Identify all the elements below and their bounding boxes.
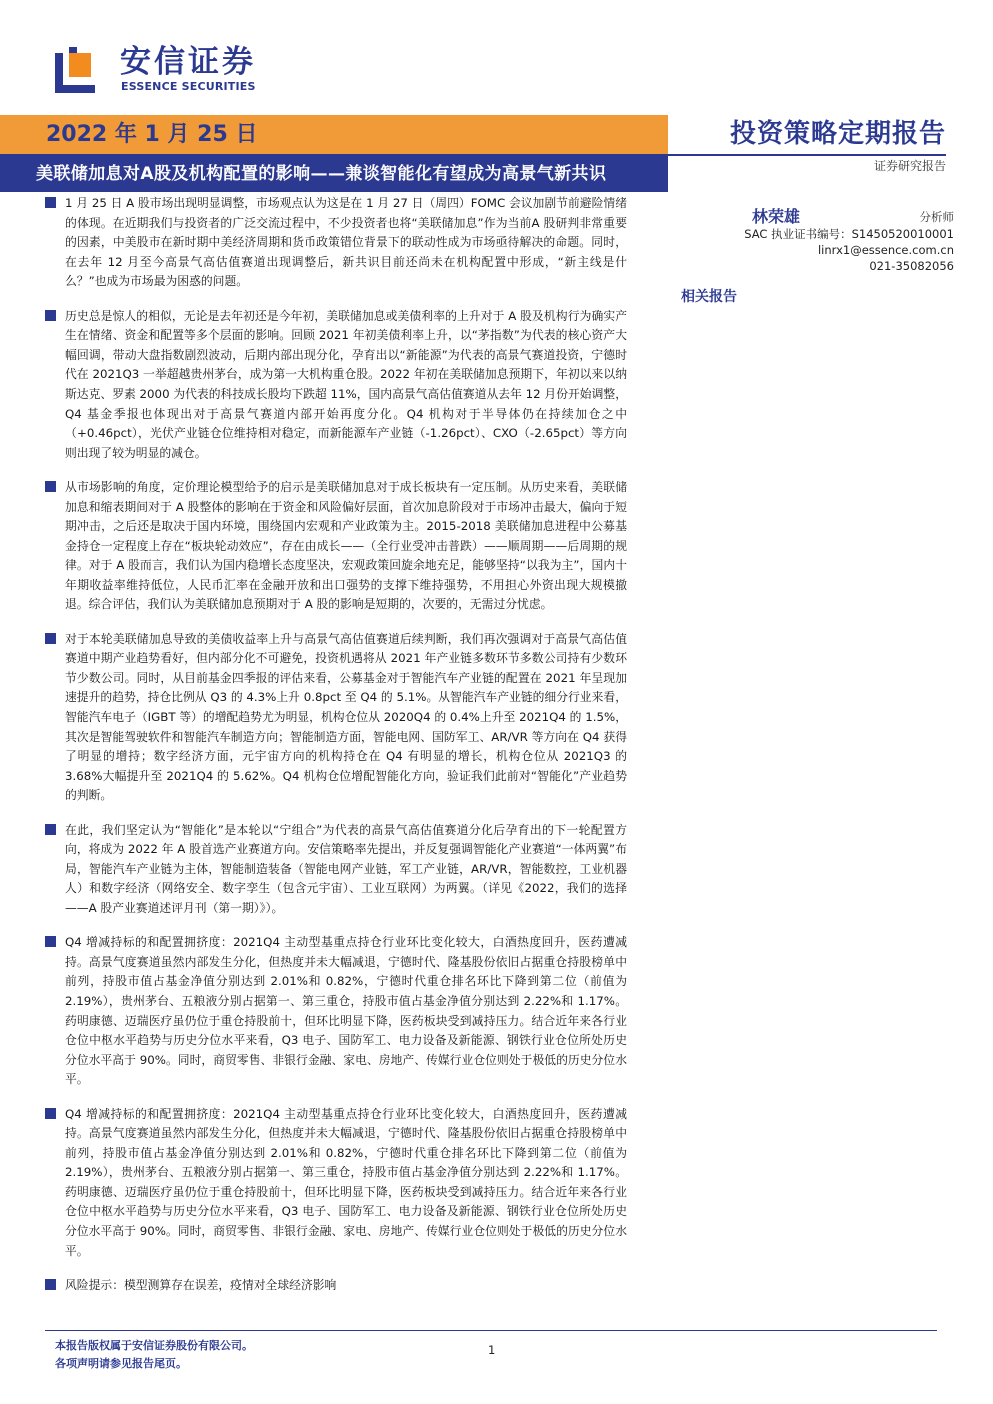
summary-paragraph — [45, 630, 627, 806]
summary-paragraph — [45, 933, 627, 1090]
paragraph-text: 从市场影响的角度，定价理论模型给予的启示是美联储加息对于成长板块有一定压制。从历史来看，美联储加息和缩表期间对于 A 股整体的影响在于资金和风险偏好层面，首次加息阶段对于市场冲击最大，偏向于短期冲击，之后还是取决于国内环境，围绕国内宏观和产业政策为主。2015-2018 美联储加息进程中公募基金持仓一定程度上存在“板块轮动效应”，存在由成长——（全行业受冲击普跌）——顺周期——后周期的规律。对于 A 股而言，我们认为国内稳增长态度坚决，宏观政策回旋余地充足，能够坚持“以我为主”，国内十年期收益率维持低位，人民币汇率在金融开放和出口强势的支撑下维持强势，不用担心外资出现大规模撤退。综合评估，我们认为美联储加息预期对于 A 股的影响是短期的，次要的，无需过分忧虑。 — [65, 479, 627, 612]
page-number: 1 — [488, 1343, 496, 1357]
report-title: 美联储加息对A股及机构配置的影响——兼谈智能化有望成为高景气新共识 — [36, 164, 607, 184]
company-logo-icon — [55, 47, 101, 93]
bullet-square-icon — [45, 633, 56, 644]
paragraph-text: 对于本轮美联储加息导致的美债收益率上升与高景气高估值赛道后续判断，我们再次强调对于高景气高估值赛道中期产业趋势看好，但内部分化不可避免，投资机遇将从 2021 年产业链多数环节多数公司持有少数环节少数公司。同时，从目前基金四季报的评估来看，公募基金对于智能汽车产业链的配置在 2021 年呈现加速提升的趋势，持仓比例从 Q3 的 4.3%上升 0.8pct 至 Q4 的 5.1%。从智能汽车产业链的细分行业来看，智能汽车电子（IGBT 等）的增配趋势尤为明显，机构仓位从 2020Q4 的 0.4%上升至 2021Q4 的 1.5%，其次是智能驾驶软件和智能汽车制造方向；智能制造方面，智能电网、国防军工、AR/VR 等方向在 Q4 获得了明显的增持；数字经济方面，元宇宙方向的机构持仓在 Q4 有明显的增长，机构仓位从 2021Q3 的 3.68%大幅提升至 2021Q4 的 5.62%。Q4 机构仓位增配智能化方向，验证我们此前对“智能化”产业趋势的判断。 — [65, 631, 627, 803]
summary-paragraph — [45, 478, 627, 615]
company-name-en: ESSENCE SECURITIES — [121, 80, 256, 93]
bullet-square-icon — [45, 197, 56, 208]
bullet-square-icon — [45, 936, 56, 947]
bullet-square-icon — [45, 481, 56, 492]
paragraph-text: 在此，我们坚定认为“智能化”是本轮以“宁组合”为代表的高景气高估值赛道分化后孕育出的下一轮配置方向，将成为 2022 年 A 股首选产业赛道方向。安信策略率先提出，并反复强调智能化产业赛道“一体两翼”布局，智能汽车产业链为主体，智能制造装备（智能电网产业链，军工产业链，AR/VR，智能数控，工业机器人）和数字经济（网络安全、数字孪生（包含元宇宙）、工业互联网）为两翼。（详见《2022，我们的选择——A 股产业赛道述评月刊（第一期）》）。 — [65, 822, 627, 915]
paragraph-text: Q4 增减持标的和配置拥挤度：2021Q4 主动型基重点持仓行业环比变化较大，白酒热度回升，医药遭减持。高景气度赛道虽然内部发生分化，但热度并未大幅减退，宁德时代、隆基股份依旧占据重仓持股榜单中前列，持股市值占基金净值分别达到 2.01%和 0.82%，宁德时代重仓排名环比下降到第二位（前值为 2.19%），贵州茅台、五粮液分别占据第一、第三重仓，持股市值占基金净值分别达到 2.22%和 1.17%。药明康德、迈瑞医疗虽仍位于重仓持股前十，但环比明显下降，医药板块受到减持压力。结合近年来各行业仓位中枢水平趋势与历史分位水平来看，Q3 电子、国防军工、电力设备及新能源、钢铁行业仓位所处历史分位水平高于 90%。同时，商贸零售、非银行金融、家电、房地产、传媒行业仓位则处于极低的历史分位水平。 — [65, 1106, 627, 1258]
report-summary — [45, 194, 627, 1310]
report-type: 投资策略定期报告 — [729, 119, 946, 149]
paragraph-text: 风险提示：模型测算存在误差，疫情对全球经济影响 — [65, 1277, 337, 1292]
disclaimer-notice: 各项声明请参见报告尾页。 — [55, 1357, 187, 1370]
risk-warning — [45, 1276, 627, 1296]
report-subtype: 证券研究报告 — [873, 159, 946, 173]
analyst-name: 林荣雄 — [752, 207, 801, 226]
paragraph-text: 历史总是惊人的相似，无论是去年初还是今年初，美联储加息或美债利率的上升对于 A 股及机构行为确实产生在情绪、资金和配置等多个层面的影响。回顾 2021 年初美债利率上升，以“茅指数”为代表的核心资产大幅回调，带动大盘指数剧烈波动，后期内部出现分化，孕育出以“新能源”为代表的高景气赛道投资，宁德时代在 2021Q3 一举超越贵州茅台，成为第一大机构重仓股。2022 年初在美联储加息预期下，年初以来以纳斯达克、罗素 2000 为代表的科技成长股均下跌超 11%，国内高景气高估值赛道从去年 12 月份开始调整，Q4 基金季报也体现出对于高景气赛道内部开始再度分化。Q4 机构对于半导体仍在持续加仓之中（+0.46pct），光伏产业链仓位维持相对稳定，而新能源车产业链（-1.26pct）、CXO（-2.65pct）等方向则出现了较为明显的减仓。 — [65, 308, 627, 460]
summary-paragraph — [45, 307, 627, 464]
analyst-cert: SAC 执业证书编号：S1450520010001 — [744, 227, 954, 241]
summary-paragraph — [45, 821, 627, 919]
bullet-square-icon — [45, 824, 56, 835]
bullet-square-icon — [45, 1279, 56, 1290]
paragraph-text: 1 月 25 日 A 股市场出现明显调整，市场观点认为这是在 1 月 27 日（周四）FOMC 会议加剧节前避险情绪的体现。在近期我们与投资者的广泛交流过程中，不少投资者也将“美联储加息”作为当前A 股研判非常重要的因素，中美股市在新时期中美经济周期和货币政策错位背景下的联动性成为市场亟待解决的命题。同时，在去年 12 月至今高景气高估值赛道出现调整后，新共识目前还尚未在机构配置中形成，“新主线是什么？”也成为市场最为困惑的问题。 — [65, 196, 627, 289]
related-reports-title: 相关报告 — [681, 289, 737, 305]
company-name: 安信证券 — [120, 44, 256, 80]
header-divider — [668, 154, 946, 156]
paragraph-text: Q4 增减持标的和配置拥挤度：2021Q4 主动型基重点持仓行业环比变化较大，白酒热度回升，医药遭减持。高景气度赛道虽然内部发生分化，但热度并未大幅减退，宁德时代、隆基股份依旧占据重仓持股榜单中前列，持股市值占基金净值分别达到 2.01%和 0.82%，宁德时代重仓排名环比下降到第二位（前值为 2.19%），贵州茅台、五粮液分别占据第一、第三重仓，持股市值占基金净值分别达到 2.22%和 1.17%。药明康德、迈瑞医疗虽仍位于重仓持股前十，但环比明显下降，医药板块受到减持压力。结合近年来各行业仓位中枢水平趋势与历史分位水平来看，Q3 电子、国防军工、电力设备及新能源、钢铁行业仓位所处历史分位水平高于 90%。同时，商贸零售、非银行金融、家电、房地产、传媒行业仓位则处于极低的历史分位水平。 — [65, 935, 627, 1087]
analyst-email[interactable]: linrx1@essence.com.cn — [817, 243, 954, 257]
copyright-notice: 本报告版权属于安信证券股份有限公司。 — [55, 1339, 253, 1352]
footer-divider — [45, 1330, 937, 1331]
analyst-phone: 021-35082056 — [869, 259, 954, 273]
report-date: 2022 年 1 月 25 日 — [46, 122, 258, 147]
analyst-role: 分析师 — [919, 210, 954, 224]
summary-paragraph — [45, 194, 627, 292]
bullet-square-icon — [45, 310, 56, 321]
bullet-square-icon — [45, 1108, 56, 1119]
summary-paragraph — [45, 1105, 627, 1262]
